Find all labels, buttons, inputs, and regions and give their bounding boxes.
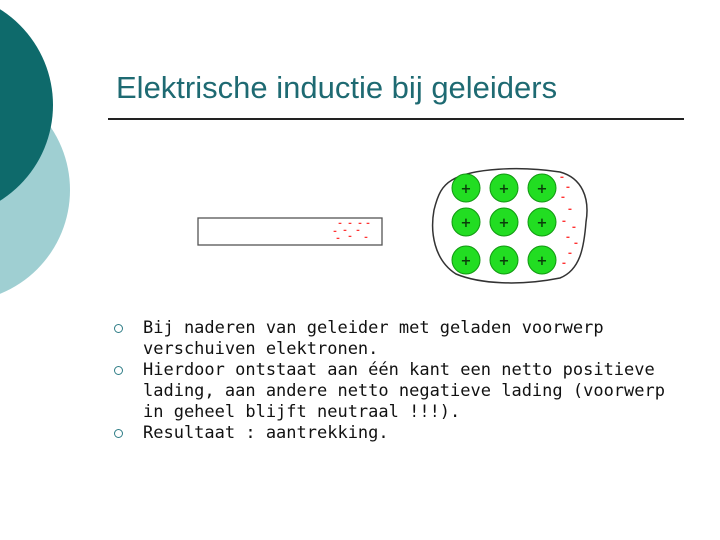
negative-charge: - — [565, 232, 571, 243]
negative-charge: - — [358, 219, 362, 229]
negative-charge: - — [343, 226, 347, 236]
plus-sign: + — [498, 216, 510, 231]
negative-charge: - — [338, 219, 342, 229]
negative-charge: - — [561, 216, 567, 227]
bullet-item — [112, 360, 692, 423]
bullet-circle-icon — [114, 324, 123, 333]
bullet-circle-icon — [114, 429, 123, 438]
plus-sign: + — [498, 254, 510, 269]
negative-charge: - — [333, 227, 337, 237]
title-underline — [108, 118, 684, 120]
bullet-circle-icon — [114, 366, 123, 375]
negative-charge: - — [571, 222, 577, 233]
plus-sign: + — [460, 182, 472, 197]
plus-sign: + — [536, 254, 548, 269]
slide-title: Elektrische inductie bij geleiders — [116, 70, 558, 105]
plus-sign: + — [460, 216, 472, 231]
bullet-item — [112, 423, 692, 444]
negative-charge: - — [336, 234, 340, 244]
bullet-text: Bij naderen van geleider met geladen voorwerp verschuiven elektronen. — [143, 318, 604, 359]
negative-charge: - — [565, 182, 571, 193]
negative-charge: - — [567, 248, 573, 259]
positive-charge-grid — [452, 174, 556, 274]
decorative-circles — [0, 0, 120, 300]
negative-charge: - — [356, 226, 360, 236]
negative-charge: - — [567, 204, 573, 215]
bullet-text: Resultaat : aantrekking. — [143, 423, 389, 443]
negative-charge: - — [559, 172, 565, 183]
plus-sign: + — [536, 216, 548, 231]
negative-charge: - — [573, 238, 579, 249]
bullet-text: Hierdoor ontstaat aan één kant een netto positieve lading, aan andere netto negatieve lading (voorwerp in geheel blijft neutraal !!!). — [143, 360, 665, 422]
negative-charge: - — [364, 233, 368, 243]
plus-sign: + — [460, 254, 472, 269]
negative-charge: - — [348, 219, 352, 229]
plus-sign: + — [498, 182, 510, 197]
induction-illustration — [190, 160, 610, 290]
negative-charge: - — [366, 219, 370, 229]
charged-rod — [198, 218, 382, 245]
plus-sign: + — [536, 182, 548, 197]
bullet-list — [112, 318, 692, 444]
negative-charge: - — [560, 192, 566, 203]
negative-charge: - — [348, 232, 352, 242]
bullet-item — [112, 318, 692, 360]
negative-charge: - — [561, 258, 567, 269]
